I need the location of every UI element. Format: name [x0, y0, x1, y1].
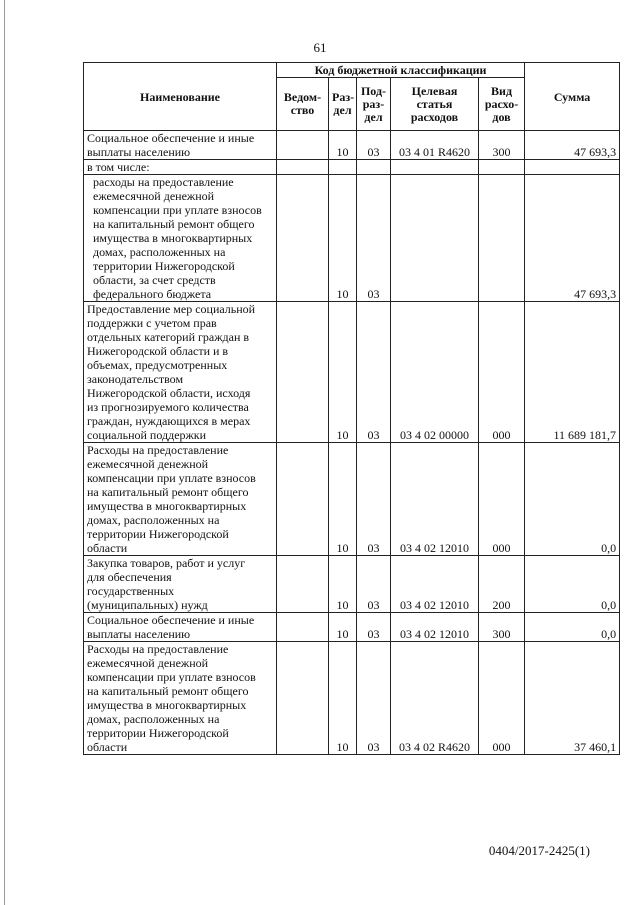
row-razdel: 10: [329, 613, 357, 642]
row-vedomstvo: [277, 556, 329, 613]
row-razdel: 10: [329, 131, 357, 160]
row-razdel: 10: [329, 642, 357, 755]
header-name: Наименование: [84, 63, 277, 131]
row-podrazdel: 03: [357, 175, 391, 302]
row-name: Социальное обеспечение и иные выплаты населению: [84, 613, 277, 642]
header-razdel: Раз- дел: [329, 78, 357, 131]
row-statya: 03 4 02 12010: [391, 556, 479, 613]
row-summa: 37 460,1: [525, 642, 620, 755]
table-body: [84, 131, 620, 755]
row-name: Закупка товаров, работ и услуг для обеспечения государственных (муниципальных) нужд: [84, 556, 277, 613]
row-vid: [479, 160, 525, 175]
row-vedomstvo: [277, 302, 329, 443]
row-name: Предоставление мер социальной поддержки с учетом прав отдельных категорий граждан в Нижегородской области и в объемах, предусмотренных законодательством Нижегородской области, исходя из прогнозируемого количества граждан, нуждающихся в мерах социальной поддержки: [84, 302, 277, 443]
row-vedomstvo: [277, 175, 329, 302]
row-summa: 0,0: [525, 556, 620, 613]
row-razdel: 10: [329, 443, 357, 556]
row-name: Социальное обеспечение и иные выплаты населению: [84, 131, 277, 160]
row-vid: 200: [479, 556, 525, 613]
row-statya: 03 4 01 R4620: [391, 131, 479, 160]
row-vid: 000: [479, 642, 525, 755]
row-name: расходы на предоставление ежемесячной денежной компенсации при уплате взносов на капитальный ремонт общего имущества в многоквартирных домах, расположенных на территории Нижегородской области, за счет средств федерального бюджета: [84, 175, 277, 302]
row-razdel: 10: [329, 302, 357, 443]
table-row: [84, 302, 620, 443]
header-podrazdel: Под- раз- дел: [357, 78, 391, 131]
row-vid: 300: [479, 131, 525, 160]
table-row: [84, 556, 620, 613]
row-statya: 03 4 02 00000: [391, 302, 479, 443]
row-razdel: 10: [329, 175, 357, 302]
page-edge-line: [4, 0, 5, 905]
row-podrazdel: 03: [357, 302, 391, 443]
header-vedomstvo: Ведом- ство: [277, 78, 329, 131]
row-podrazdel: 03: [357, 443, 391, 556]
row-vedomstvo: [277, 160, 329, 175]
row-summa: 0,0: [525, 613, 620, 642]
header-statya: Целевая статья расходов: [391, 78, 479, 131]
row-podrazdel: [357, 160, 391, 175]
table-row: [84, 443, 620, 556]
table-row: [84, 613, 620, 642]
row-vid: 300: [479, 613, 525, 642]
row-statya: 03 4 02 R4620: [391, 642, 479, 755]
row-summa: 11 689 181,7: [525, 302, 620, 443]
row-name: в том числе:: [84, 160, 277, 175]
row-vedomstvo: [277, 131, 329, 160]
row-podrazdel: 03: [357, 131, 391, 160]
row-statya: [391, 160, 479, 175]
row-name: Расходы на предоставление ежемесячной денежной компенсации при уплате взносов на капитальный ремонт общего имущества в многоквартирных домах, расположенных на территории Нижегородской области: [84, 443, 277, 556]
row-statya: 03 4 02 12010: [391, 613, 479, 642]
row-razdel: [329, 160, 357, 175]
row-vedomstvo: [277, 642, 329, 755]
row-summa: 0,0: [525, 443, 620, 556]
row-vid: 000: [479, 443, 525, 556]
row-vid: [479, 175, 525, 302]
row-summa: [525, 160, 620, 175]
header-classification-group: Код бюджетной классификации: [277, 63, 525, 78]
row-podrazdel: 03: [357, 556, 391, 613]
row-statya: [391, 175, 479, 302]
budget-table: [83, 62, 620, 755]
row-name: Расходы на предоставление ежемесячной денежной компенсации при уплате взносов на капитальный ремонт общего имущества в многоквартирных домах, расположенных на территории Нижегородской области: [84, 642, 277, 755]
row-vedomstvo: [277, 443, 329, 556]
row-podrazdel: 03: [357, 613, 391, 642]
row-statya: 03 4 02 12010: [391, 443, 479, 556]
page-number: 61: [313, 40, 327, 55]
row-podrazdel: 03: [357, 642, 391, 755]
header-summa: Сумма: [525, 63, 620, 131]
table-row: [84, 160, 620, 175]
table-row: [84, 175, 620, 302]
row-vedomstvo: [277, 613, 329, 642]
row-vid: 000: [479, 302, 525, 443]
table-row: [84, 131, 620, 160]
document-code: 0404/2017-2425(1): [488, 843, 590, 858]
row-summa: 47 693,3: [525, 131, 620, 160]
row-summa: 47 693,3: [525, 175, 620, 302]
header-vid: Вид расхо- дов: [479, 78, 525, 131]
row-razdel: 10: [329, 556, 357, 613]
table-row: [84, 642, 620, 755]
